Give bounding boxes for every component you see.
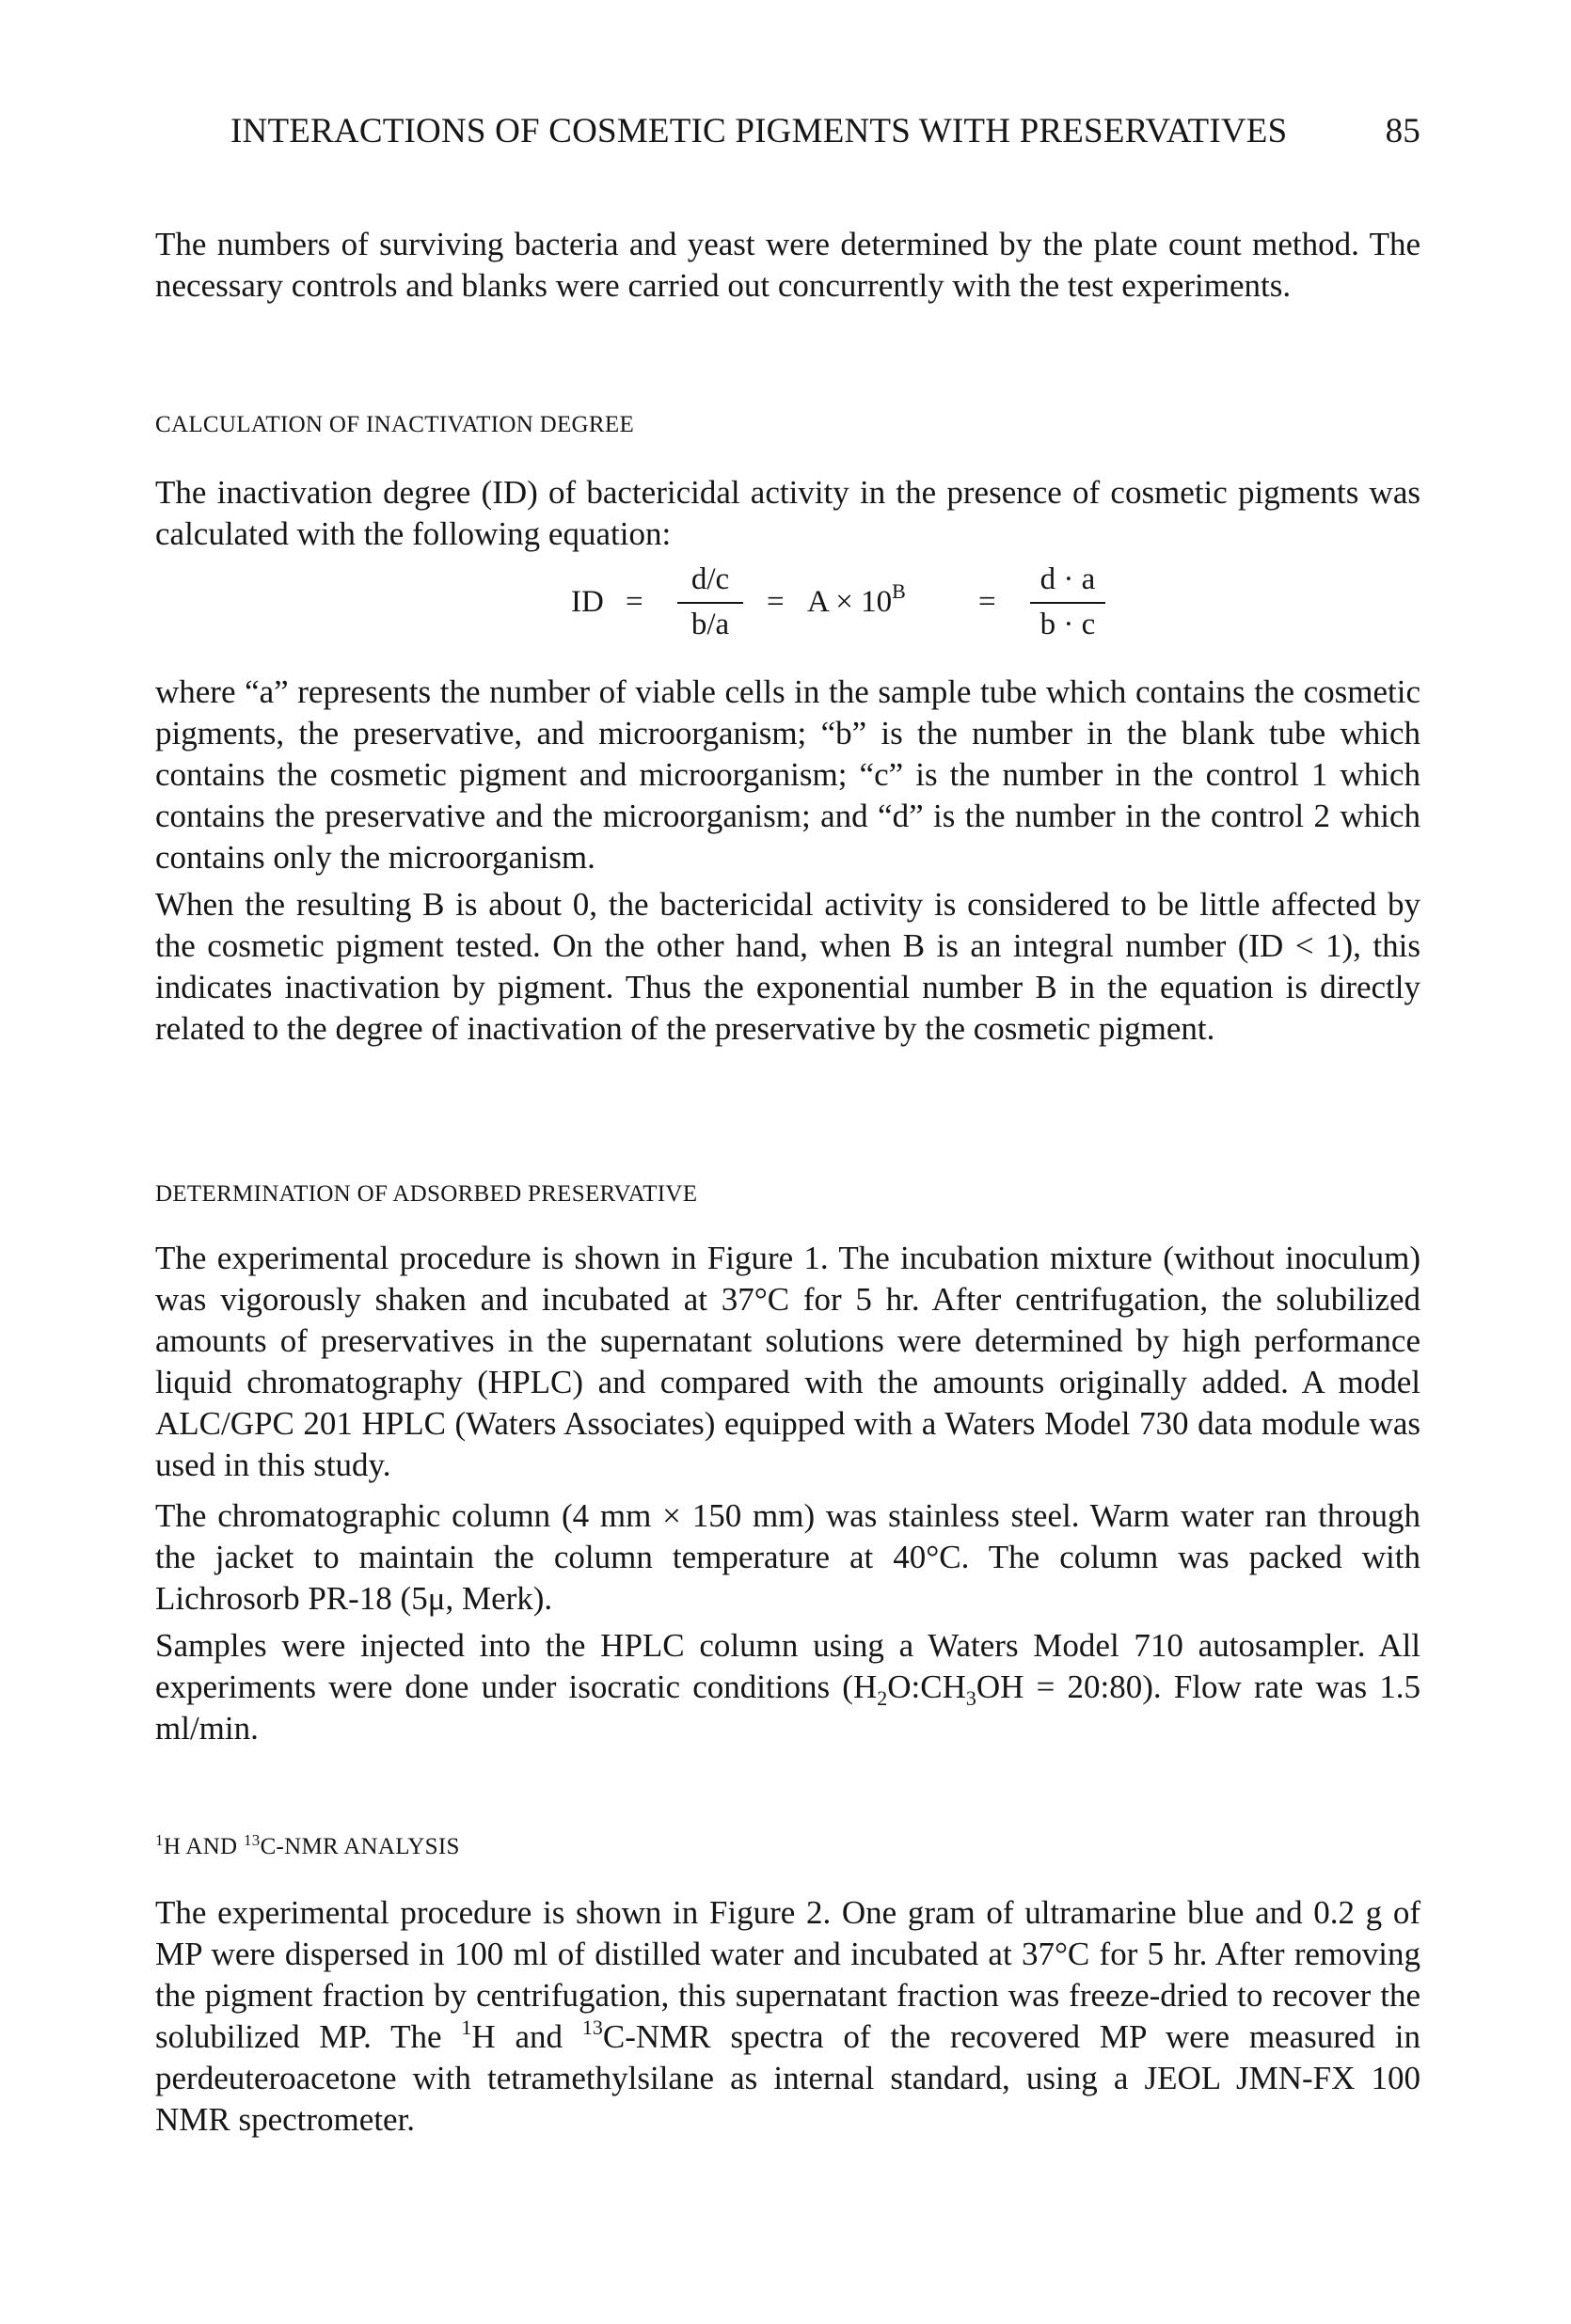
adsorbed-paragraph-2: The chromatographic column (4 mm × 150 mm) was stainless steel. Warm water ran through the jacket to maintain the column temperature at 40°C. The column was packed with Lichrosorb PR-18 (5μ, Merk). [155,1497,1420,1617]
nmr-heading-sup-1: 1 [155,1831,164,1849]
calc-paragraph-1: The inactivation degree (ID) of bactericidal activity in the presence of cosmetic pigments was calculated with the following equation: [155,474,1420,552]
equation-equals-3: = [978,585,996,619]
calc-paragraph-2: where “a” represents the number of viable cells in the sample tube which contains the cosmetic pigments, the preservative, and microorganism; “b” is the number in the blank tube which contains the cosmetic pigment and microorganism; “c” is the number in the control 1 which contains the preservative and the microorganism; and “d” is the number in the control 2 which contains only the microorganism. [155,673,1420,876]
equation-middle-term [807,579,906,620]
equation-equals-2: = [767,585,785,619]
running-head-title: INTERACTIONS OF COSMETIC PIGMENTS WITH PRESERVATIVES [230,112,1288,150]
equation-lhs: ID [571,585,604,619]
fraction-2-numerator: d · a [1039,562,1096,596]
page-number: 85 [1385,112,1420,150]
fraction-1-bar [677,602,743,604]
adsorbed-p3-text-b: O:CH [887,1668,966,1705]
nmr-text-b: H and [471,2018,582,2055]
inactivation-equation [155,555,1420,668]
fraction-2-denominator: b · c [1039,608,1096,641]
fraction-1-denominator: b/a [690,608,730,641]
adsorbed-paragraph-1: The experimental procedure is shown in Figure 1. The incubation mixture (without inoculum) was vigorously shaken and incubated at 37°C for 5 hr. After centrifugation, the solubilized amounts of preservatives in the supernatant solutions were determined by high performance liquid chromatography (HPLC) and compared with the amounts originally added. A model ALC/GPC 201 HPLC (Waters Associates) equipped with a Waters Model 730 data module was used in this study. [155,1240,1420,1483]
nmr-text-a: The experimental procedure is shown in Figure 2. One gram of ultramarine blue and 0.2 g of MP were dispersed in 100 ml of distilled water and incubated at 37°C for 5 hr. After removing the pigment fraction by centrifugation, this supernatant fraction was freeze-dried to recover the solubilized MP. The [155,1894,1420,2055]
fraction-1-numerator: d/c [690,562,730,596]
adsorbed-p3-text-a: Samples were injected into the HPLC column using a Waters Model 710 autosampler. All experiments were done under isocratic conditions (H [155,1627,1420,1705]
equation-middle-exponent: B [892,579,906,603]
equation-middle-base: A × 10 [807,585,893,619]
adsorbed-p3-text-c: OH = 20:80). Flow rate was 1.5 ml/min. [155,1668,1421,1747]
adsorbed-paragraph-3 [155,1625,1420,1749]
section-heading-adsorbed: DETERMINATION OF ADSORBED PRESERVATIVE [155,1181,698,1207]
intro-paragraph: The numbers of surviving bacteria and yeast were determined by the plate count method. The necessary controls and blanks were carried out concurrently with the test experiments. [155,226,1420,304]
adsorbed-p3-sub-2: 3 [965,1686,976,1710]
nmr-heading-text-b: C-NMR ANALYSIS [260,1834,460,1859]
section-heading-calculation: CALCULATION OF INACTIVATION DEGREE [155,412,635,437]
equation-equals-1: = [626,585,643,619]
nmr-sup-1: 1 [461,2016,472,2039]
section-heading-nmr [155,1831,460,1860]
nmr-text-c: C-NMR spectra of the recovered MP were measured in perdeuteroacetone with tetramethylsilane as internal standard, using a JEOL JMN-FX 100 NMR spectrometer. [155,2018,1421,2138]
nmr-sup-2: 13 [581,2016,603,2039]
fraction-2-bar [1030,602,1105,604]
nmr-heading-text-a: H AND [163,1834,244,1859]
nmr-heading-sup-2: 13 [243,1831,261,1849]
calc-paragraph-3: When the resulting B is about 0, the bactericidal activity is considered to be little affected by the cosmetic pigment tested. On the other hand, when B is an integral number (ID < 1), this indicates inactivation by pigment. Thus the exponential number B in the equation is directly related to the degree of inactivation of the preservative by the cosmetic pigment. [155,886,1420,1047]
nmr-paragraph [155,1892,1420,2141]
adsorbed-p3-sub-1: 2 [877,1686,888,1710]
